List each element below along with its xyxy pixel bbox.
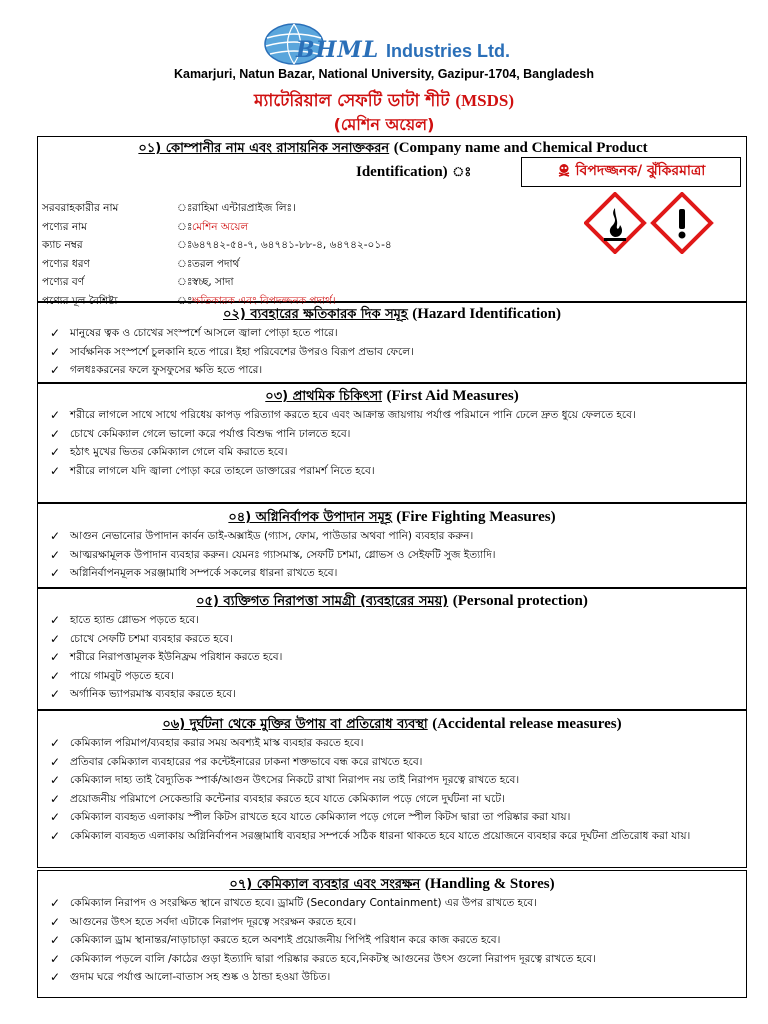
checklist-item: ✓ শরীরে নিরাপত্তামূলক ইউনিফ্রম পরিধান করতে হবে। (38, 648, 736, 667)
skull-icon (557, 163, 571, 177)
personal-protection-list (38, 611, 746, 704)
section-title (38, 504, 746, 527)
section-title (38, 871, 746, 894)
logo-company-suffix: Industries Ltd. (386, 41, 511, 61)
section-handling-stores (37, 870, 747, 998)
section-title-continued (356, 163, 471, 184)
section-title-en: (Fire Fighting Measures) (396, 509, 556, 525)
checklist-item: ✓ কেমিক্যাল পরিমাপ/ব্যবহার করার সময় অবশ্যই মাস্ক ব্যবহার করতে হবে। (38, 734, 736, 753)
product-properties (42, 199, 512, 310)
checklist-item: ✓ আগুন নেভানোর উপাদান কার্বন ডাই-অক্সাইড (গ্যাস, ফোম, পাউডার অথবা পানি) ব্যবহার করুন। (38, 527, 736, 546)
property-separator: ঃ (177, 202, 193, 214)
checklist-item: ✓ কেমিক্যাল ড্রাম স্থানান্তর/নাড়াচাড়া করতে হলে অবশ্যই প্রয়োজনীয় পিপিই পরিধান করে কাজ করতে হবে। (38, 931, 736, 950)
company-address: Kamarjuri, Natun Bazar, National University, Gazipur-1704, Bangladesh (173, 67, 595, 81)
section-title-bn: ০১) কোম্পানীর নাম এবং রাসায়নিক সনাক্তকরন (138, 141, 390, 156)
checklist-item: ✓ কেমিক্যাল দাহ্য তাই বৈদ্যুতিক স্পার্ক/আগুন উৎসের নিকটে রাখা নিরাপদ নয় তাই নিরাপদ দূরত্বে রাখতে হবে। (38, 771, 736, 790)
section-accidental-release (37, 710, 747, 868)
section-title-bn: ০৪) অগ্নিনির্বাপক উপাদান সমূহ (228, 510, 392, 525)
property-value: ৬৪৭৪২-৫৪-৭, ৬৪৭৪১-৮৮-৪, ৬৪৭৪২-০১-৪ (192, 239, 392, 251)
checklist-item: ✓ কেমিক্যাল পড়লে বালি /কাঠের গুড়া ইত্যাদি দ্বারা পরিষ্কার করতে হবে,নিকটস্থ আগুনের উৎস গুলো নিরাপদ দূরত্বে রাখতে হবে। (38, 950, 736, 969)
checklist-item: ✓ আগুনের উৎস হতে সর্বদা এটাকে নিরাপদ দূরত্বে সংরক্ষন করতে হবে। (38, 913, 736, 932)
section-title-bn: ০২) ব্যবহারের ক্ষতিকারক দিক সমূহ (223, 307, 408, 322)
checklist-item: ✓ কেমিক্যাল ব্যবহৃত এলাকায় স্পীল কিটস রাখতে হবে যাতে কেমিক্যাল পড়ে গেলে স্পীল কিটস দ্বারা তা পরিষ্কার করা যায়। (38, 808, 736, 827)
checklist-item: ✓ চোখে সেফটি চশমা ব্যবহার করতে হবে। (38, 630, 736, 649)
checklist-item: ✓ কেমিক্যাল নিরাপদ ও সংরক্ষিত স্থানে রাখতে হবে। ড্রামটি (Secondary Containment) এর উপর রাখতে হবে। (38, 894, 736, 913)
property-separator: ঃ (177, 294, 193, 307)
fire-fighting-list (38, 527, 746, 583)
accidental-release-list (38, 734, 746, 845)
section-first-aid (37, 383, 747, 503)
ghs-pictograms (584, 192, 714, 254)
document-title-bn: ম্যাটেরিয়াল সেফটি ডাটা শীট (254, 91, 450, 111)
section-title (38, 589, 746, 611)
hazard-level-label: বিপদজ্জনক/ ঝুঁকিরমাত্রা (575, 163, 706, 179)
hazard-list (38, 324, 746, 380)
property-value: মেশিন অয়েল (192, 220, 249, 233)
logo-wordmark: BHML (296, 37, 380, 63)
checklist-item: ✓ আত্মরক্ষামূলক উপাদান ব্যবহার করুন। যেমনঃ গ্যাসমাস্ক, সেফটি চশমা, গ্লোভস ও সেইফটি সুজ ইত্যাদি। (38, 546, 736, 565)
property-key: পণ্যের ধরণ (42, 257, 90, 270)
checklist-item: ✓ অর্গানিক ভ্যাপরমাস্ক ব্যবহার করতে হবে। (38, 685, 736, 704)
flame-pictogram (586, 194, 644, 252)
property-key: পণ্যের মূল বৈশিষ্ট্য (42, 294, 118, 307)
checklist-item: ✓ শরীরে লাগলে যদি জ্বালা পোড়া করে তাহলে ডাক্তারের পরামর্শ নিতে হবে। (38, 462, 736, 481)
property-row (42, 273, 512, 292)
checklist-item: ✓ চোখে কেমিক্যাল গেলে ভালো করে পর্যাপ্ত বিশুদ্ধ পানি ঢালতে হবে। (38, 425, 736, 444)
section-title (38, 384, 746, 406)
section-title-en-2: Identification) (356, 164, 448, 180)
section-company-identification (37, 136, 747, 307)
checklist-item: ✓ হাতে হ্যান্ড গ্লোভস পড়তে হবে। (38, 611, 736, 630)
document-header (0, 0, 768, 135)
section-title-bn: ০৩) প্রাথমিক চিকিৎসা (265, 389, 382, 404)
section-title (38, 711, 746, 734)
section-title-en: (Personal protection) (452, 593, 588, 609)
document-title-en: (MSDS) (455, 91, 514, 110)
handling-stores-list (38, 894, 746, 987)
section-title-en: (Handling & Stores) (424, 876, 555, 892)
checklist-item: ✓ সার্বক্ষনিক সংস্পর্শে চুলকানি হতে পারে। ইহা পরিবেশের উপরও বিরূপ প্রভাব ফেলে। (38, 343, 736, 362)
checklist-item: ✓ হঠাৎ মুখের ভিতর কেমিক্যাল গেলে বমি করাতে হবে। (38, 443, 736, 462)
checklist-item: ✓ অগ্নিনির্বাপনমূলক সরঞ্জামাধি সম্পর্কে সকলের ধারনা রাখতে হবে। (38, 564, 736, 583)
section-title (38, 303, 746, 324)
property-key: পণ্যের নাম (42, 220, 87, 233)
checklist-item: ✓ কেমিক্যাল ব্যবহৃত এলাকায় অগ্নিনির্বাপন সরঞ্জামাধি ব্যবহার সম্পর্কে সঠিক ধারনা থাকতে হবে যাতে প্রয়োজনে ব্যবহার করে দূর্ঘটনা প্রতিরোধ করা যায়। (38, 827, 736, 846)
checklist-item: ✓ মানুষের ত্বক ও চোখের সংস্পর্শে আসলে জ্বালা পোড়া হতে পারে। (38, 324, 736, 343)
hazard-level-box (521, 157, 741, 187)
section-fire-fighting (37, 503, 747, 588)
section-personal-protection (37, 588, 747, 710)
section-title-en: (Company name and Chemical Product (393, 140, 648, 156)
property-key: ক্যাচ নম্বর (42, 239, 83, 251)
section-title-bn: ০৭) কেমিক্যাল ব্যবহার এবং সংরক্ষন (229, 877, 421, 892)
company-logo (263, 22, 583, 66)
checklist-item: ✓ পায়ে গামবুট পড়তে হবে। (38, 667, 736, 686)
first-aid-list (38, 406, 746, 480)
property-row (42, 218, 512, 237)
checklist-item: ✓ প্রয়োজনীয় পরিমাপে সেকেন্ডারি কন্টেনার ব্যবহার করতে হবে যাতে কেমিক্যাল পড়ে গেলে দুর্ঘটনা না ঘটে। (38, 790, 736, 809)
property-key: সরবরাহকারীর নাম (42, 202, 119, 214)
section-title-bn: ০৬) দুর্ঘটনা থেকে মুক্তির উপায় বা প্রতিরোধ ব্যবস্থা (162, 717, 428, 732)
section-title-en: (Hazard Identification) (412, 306, 561, 322)
property-separator: ঃ (177, 276, 193, 288)
property-separator: ঃ (177, 239, 193, 251)
property-value: স্বচ্ছ, সাদা (192, 276, 234, 288)
section-title-bn: ০৫) ব্যক্তিগত নিরাপত্তা সামগ্রী (ব্যবহারের সময়) (196, 594, 449, 609)
property-row (42, 255, 512, 274)
property-value: ক্ষতিকারক এবং বিপদজ্জনক পদার্থ। (192, 294, 336, 307)
section-hazard-identification (37, 302, 747, 383)
property-value: রাহিমা এন্টারপ্রাইজ লিঃ। (192, 202, 296, 214)
section-title-tail: ঃ (452, 165, 472, 180)
property-value: তরল পদার্থ (192, 257, 240, 270)
section-title-en: (First Aid Measures) (386, 388, 519, 404)
exclamation-pictogram (653, 194, 711, 252)
property-separator: ঃ (177, 257, 193, 270)
document-subtitle: (মেশিন অয়েল) (333, 115, 435, 134)
checklist-item: ✓ প্রতিবার কেমিক্যাল ব্যবহারের পর কন্টেইনারের ঢাকনা শক্তভাবে বন্ধ করে রাখতে হবে। (38, 753, 736, 772)
property-separator: ঃ (177, 220, 193, 233)
section-title-en: (Accidental release measures) (432, 716, 622, 732)
checklist-item: ✓ গুদাম ঘরে পর্যাপ্ত আলো-বাতাস সহ শুষ্ক ও ঠান্ডা হওয়া উচিত। (38, 968, 736, 987)
checklist-item: ✓ শরীরে লাগলে সাথে সাথে পরিধেয় কাপড় পরিত্যাগ করতে হবে এবং আক্রান্ত জায়গায় পর্যাপ্ত পরিমানে পানি ঢেলে দ্রুত ধুয়ে ফেলতে হবে। (38, 406, 736, 425)
checklist-item: ✓ গলধঃকরনের ফলে ফুসফুসের ক্ষতি হতে পারে। (38, 361, 736, 380)
property-row (42, 236, 512, 255)
property-row (42, 199, 512, 218)
property-key: পণ্যের বর্ণ (42, 276, 85, 288)
